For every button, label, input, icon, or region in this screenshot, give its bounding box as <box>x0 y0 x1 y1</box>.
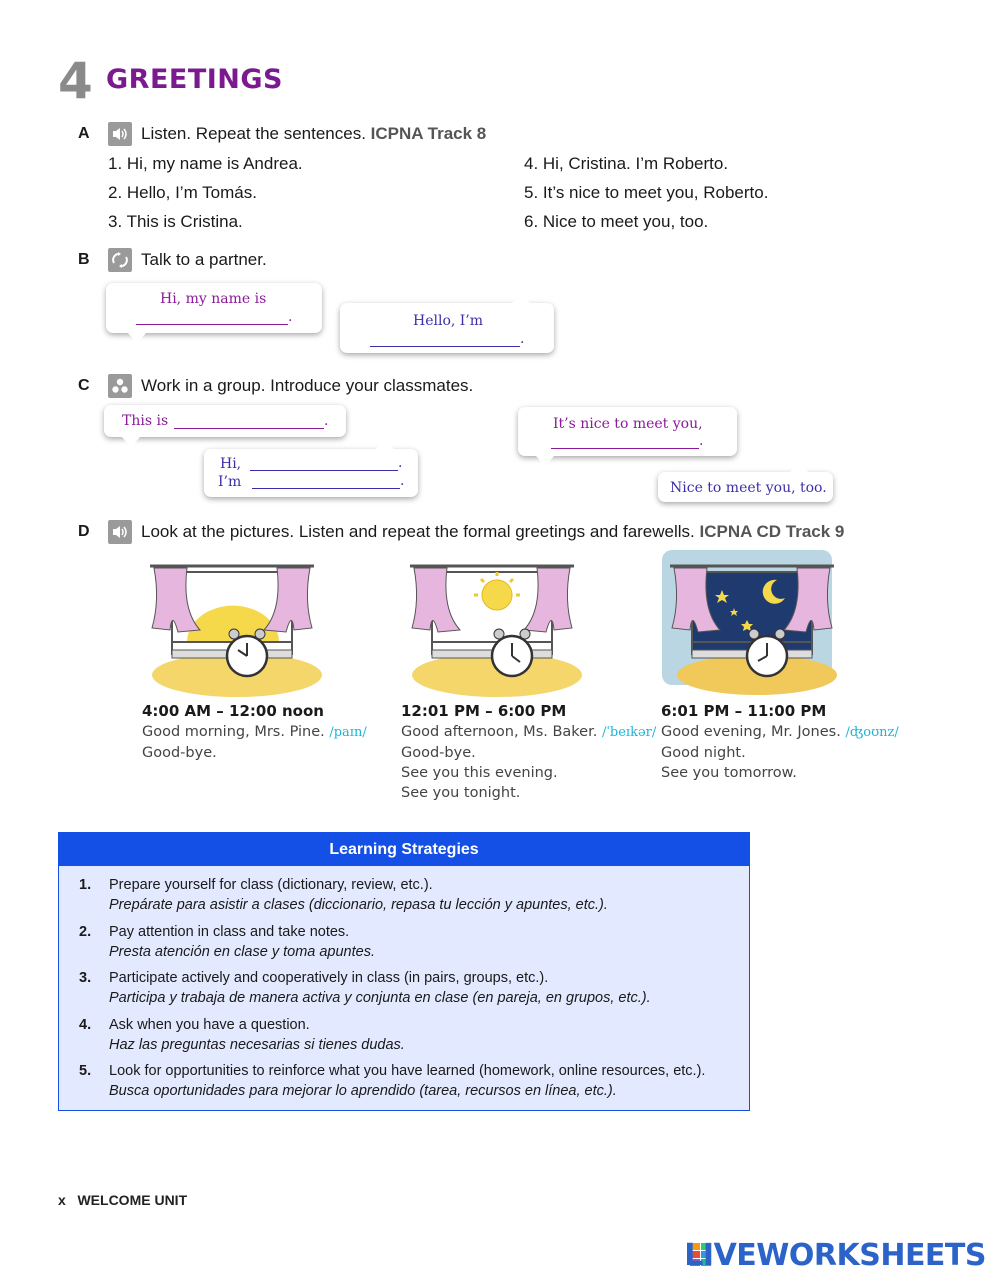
answer-blank[interactable]: . <box>551 433 703 449</box>
speech-bubble-2 <box>340 303 554 353</box>
greeting-line <box>401 722 656 743</box>
sentence-6: 6. Nice to meet you, too. <box>524 212 709 231</box>
learning-strategies-box <box>58 832 750 1111</box>
speech-bubble-4 <box>204 449 418 497</box>
bubble-text: Hi, <box>220 456 242 472</box>
afternoon-window-illustration <box>402 550 582 700</box>
footer-label: WELCOME UNIT <box>77 1192 188 1208</box>
section-c-letter: C <box>78 377 90 394</box>
speaker-icon[interactable] <box>108 122 132 146</box>
strategy-spanish: Presta atención en clase y toma apuntes. <box>109 944 375 960</box>
strategy-number: 1. <box>79 877 92 893</box>
strategy-number: 5. <box>79 1063 92 1079</box>
strategy-spanish: Prepárate para asistir a clases (diccionario, repasa tu lección y apuntes, etc.). <box>109 897 608 913</box>
time-range: 12:01 PM – 6:00 PM <box>401 702 567 720</box>
time-column-morning <box>142 702 392 763</box>
time-column-afternoon <box>401 702 656 803</box>
page-footer <box>58 1192 187 1208</box>
sentence-4: 4. Hi, Cristina. I’m Roberto. <box>524 154 729 173</box>
speaker-icon[interactable] <box>108 520 132 544</box>
strategy-spanish: Participa y trabaja de manera activa y conjunta en clase (en pareja, en grupos, etc.). <box>109 990 651 1006</box>
time-range: 4:00 AM – 12:00 noon <box>142 702 324 720</box>
section-b-letter: B <box>78 251 90 268</box>
bubble-text: It’s nice to meet you, <box>553 416 703 432</box>
strategy-number: 4. <box>79 1017 92 1033</box>
strategy-spanish: Haz las preguntas necesarias si tienes dudas. <box>109 1037 405 1053</box>
learning-strategies-title: Learning Strategies <box>59 833 749 866</box>
farewell-line: Good-bye. <box>142 745 217 761</box>
farewell-line: See you tomorrow. <box>661 765 797 781</box>
bubble-text: Nice to meet you, too. <box>670 480 827 496</box>
answer-blank[interactable]: . <box>136 309 296 325</box>
group-icon <box>108 374 132 398</box>
speech-bubble-3 <box>104 405 346 437</box>
track-label: ICPNA CD Track 9 <box>699 522 845 541</box>
speech-bubble-6 <box>658 472 833 502</box>
section-b-instruction: Talk to a partner. <box>141 250 267 269</box>
strategy-english: Prepare yourself for class (dictionary, review, etc.). <box>109 877 433 893</box>
strategy-english: Look for opportunities to reinforce what you have learned (homework, online resources, etc.). <box>109 1063 706 1079</box>
farewell-line: See you tonight. <box>401 785 521 801</box>
farewell-line: Good night. <box>661 745 746 761</box>
instruction-text: Listen. Repeat the sentences. <box>141 124 366 143</box>
strategy-english: Ask when you have a question. <box>109 1017 310 1033</box>
bubble-text: Hi, my name is <box>160 291 267 307</box>
greeting-line <box>142 722 392 743</box>
pair-talk-icon <box>108 248 132 272</box>
liveworksheets-logo[interactable]: LIVEWORKSHEETS <box>684 1238 986 1273</box>
section-d-instruction <box>141 522 844 542</box>
greeting-text: Good afternoon, Ms. Baker. <box>401 724 598 740</box>
farewell-line: See you this evening. <box>401 765 558 781</box>
pronunciation: /paɪn/ <box>329 725 367 740</box>
evening-window-illustration <box>662 550 842 700</box>
instruction-text: Look at the pictures. Listen and repeat the formal greetings and farewells. <box>141 522 695 541</box>
bubble-text: I’m <box>218 474 242 490</box>
bubble-text: This is <box>122 413 169 429</box>
section-a-instruction <box>141 124 486 144</box>
answer-blank[interactable]: . <box>370 331 530 347</box>
unit-number: 4 <box>58 52 91 110</box>
time-range: 6:01 PM – 11:00 PM <box>661 702 827 720</box>
strategy-number: 2. <box>79 924 92 940</box>
bubble-text: Hello, I’m <box>413 313 484 329</box>
strategy-english: Participate actively and cooperatively in class (in pairs, groups, etc.). <box>109 970 549 986</box>
answer-blank[interactable]: . <box>252 473 404 489</box>
section-d-letter: D <box>78 523 90 540</box>
sentence-5: 5. It’s nice to meet you, Roberto. <box>524 183 769 202</box>
morning-window-illustration <box>142 550 322 700</box>
section-a-letter: A <box>78 125 90 142</box>
sentence-1: 1. Hi, my name is Andrea. <box>108 154 303 173</box>
pronunciation: /ʤoʊnz/ <box>845 725 899 740</box>
speech-bubble-1 <box>106 283 322 333</box>
greeting-text: Good morning, Mrs. Pine. <box>142 724 325 740</box>
strategy-spanish: Busca oportunidades para mejorar lo aprendido (tarea, recursos en línea, etc.). <box>109 1083 617 1099</box>
sentence-2: 2. Hello, I’m Tomás. <box>108 183 257 202</box>
section-c-instruction: Work in a group. Introduce your classmates. <box>141 376 474 395</box>
unit-title: GREETINGS <box>106 64 284 95</box>
pronunciation: /ˈbeɪkər/ <box>601 725 657 740</box>
time-column-evening <box>661 702 961 783</box>
track-label: ICPNA Track 8 <box>370 124 487 143</box>
answer-blank[interactable]: . <box>174 413 328 429</box>
farewell-line: Good-bye. <box>401 745 476 761</box>
sentence-3: 3. This is Cristina. <box>108 212 243 231</box>
strategy-english: Pay attention in class and take notes. <box>109 924 350 940</box>
greeting-line <box>661 722 961 743</box>
speech-bubble-5 <box>518 407 737 456</box>
answer-blank[interactable]: . <box>250 455 402 471</box>
greeting-text: Good evening, Mr. Jones. <box>661 724 841 740</box>
page-number: x <box>58 1192 66 1208</box>
strategy-number: 3. <box>79 970 92 986</box>
